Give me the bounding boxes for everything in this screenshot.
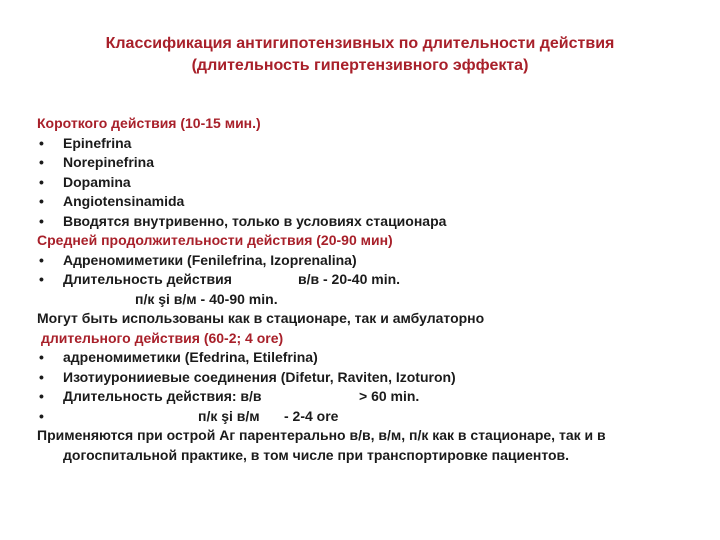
long-duration-sc <box>37 407 687 427</box>
short-heading: Короткого действия (10-15 мин.) <box>37 115 261 131</box>
short-item-5: • Вводятся внутривенно, только в условиях стационара <box>37 212 687 232</box>
long-duration-iv-value: > 60 min. <box>359 388 420 404</box>
slide-content <box>37 114 687 465</box>
long-duration-sc-label: п/к şi в/м <box>198 407 260 424</box>
title-line-2: (длительность гипертензивного эффекта) <box>191 57 529 74</box>
long-item-2: • Изотиуронииевые соединения (Difetur, Raviten, Izoturon) <box>37 368 687 388</box>
medium-duration-iv: в/в - 20-40 min. <box>298 271 401 287</box>
footer-note: Применяются при острой Аг парентерально в/в, в/м, п/к как в стационаре, так и в догоспитальной практике, в том числе при транспортировке пациентов. <box>37 427 606 463</box>
long-duration-iv <box>37 387 687 407</box>
long-heading: длительного действия (60-2; 4 ore) <box>41 329 284 346</box>
medium-duration-label: Длительность действия <box>63 271 232 287</box>
slide-title <box>0 33 720 77</box>
medium-item-1: • Адреномиметики (Fenilefrina, Izoprenalina) <box>37 251 687 271</box>
short-item-4: • Angiotensinamida <box>37 192 687 212</box>
short-item-2: • Norepinefrina <box>37 153 687 173</box>
medium-heading: Средней продолжительности действия (20-90 мин) <box>37 232 393 248</box>
long-duration-label: Длительность действия: в/в <box>63 388 262 404</box>
short-item-1: • Epinefrina <box>37 134 687 154</box>
long-item-1: • адреномиметики (Efedrina, Etilefrina) <box>37 348 687 368</box>
medium-note: Могут быть использованы как в стационаре, так и амбулаторно <box>37 310 485 326</box>
medium-duration <box>37 270 687 290</box>
short-item-3: • Dopamina <box>37 173 687 193</box>
title-line-1: Классификация антигипотензивных по длительности действия <box>105 35 615 52</box>
medium-duration-sc: п/к şi в/м - 40-90 min. <box>135 290 278 307</box>
long-duration-sc-value: - 2-4 ore <box>284 407 339 424</box>
